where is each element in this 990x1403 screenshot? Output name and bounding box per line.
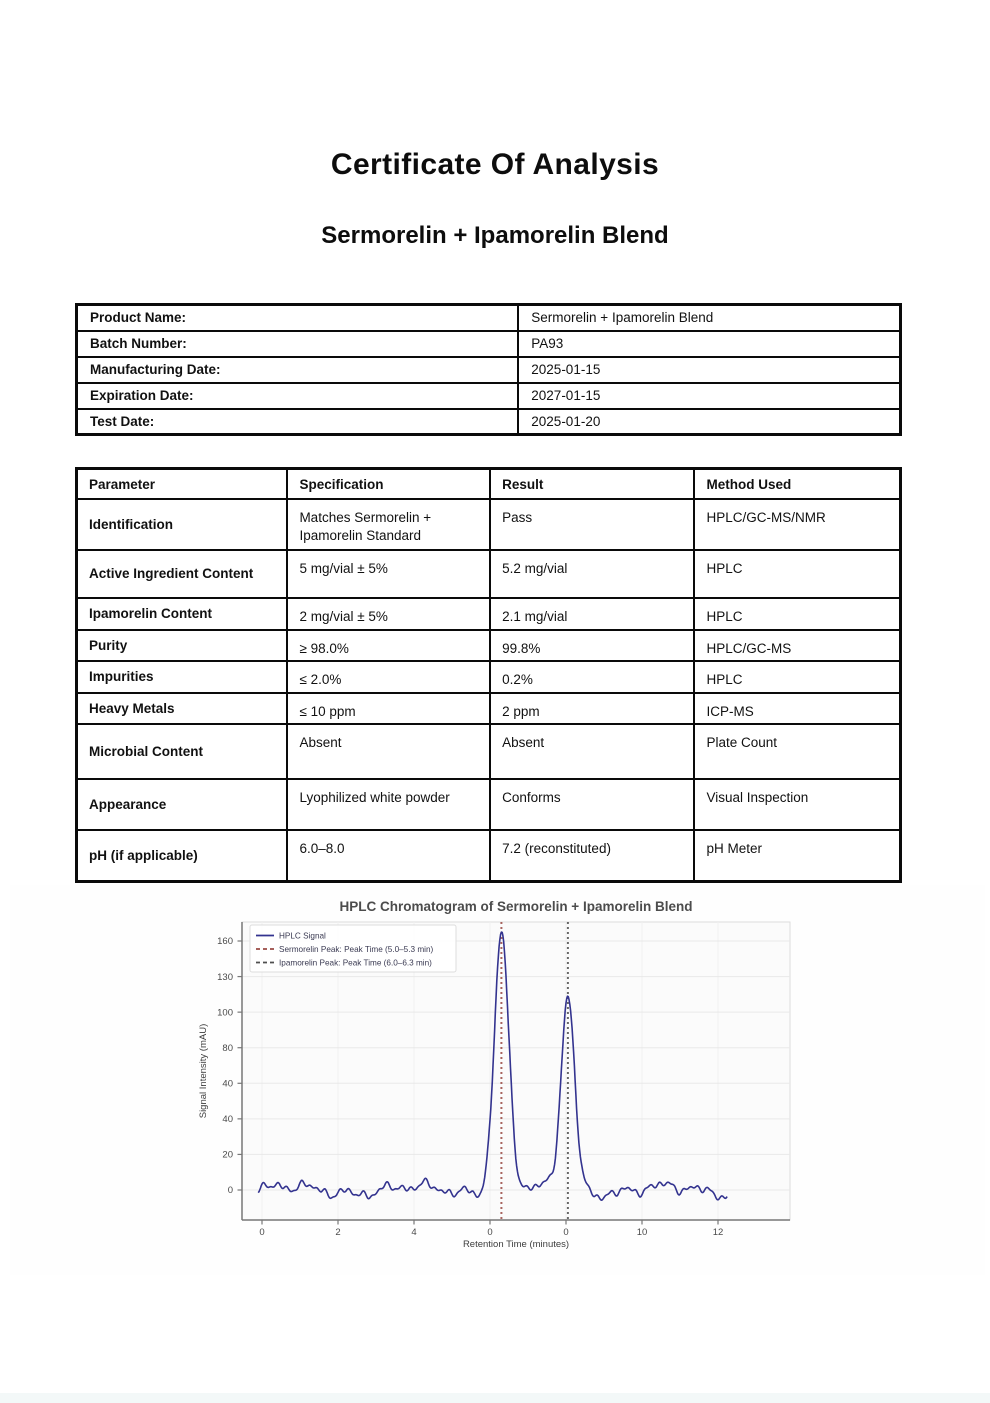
legend-entry-label: HPLC Signal: [279, 931, 326, 941]
specification-cell: 5 mg/vial ± 5%: [287, 550, 490, 598]
page-footer-band: [0, 1393, 990, 1403]
table-row: [77, 830, 901, 881]
y-tick-label: 40: [222, 1114, 233, 1126]
specification-cell: ≤ 2.0%: [287, 661, 490, 693]
info-value: Sermorelin + Ipamorelin Blend: [518, 305, 900, 331]
y-tick-label: 100: [217, 1007, 233, 1019]
specification-cell: 2 mg/vial ± 5%: [287, 598, 490, 630]
parameter-cell: Heavy Metals: [77, 693, 288, 725]
specification-cell: Matches Sermorelin + Ipamorelin Standard: [287, 499, 490, 550]
parameter-cell: Active Ingredient Content: [77, 550, 288, 598]
method-cell: HPLC: [694, 661, 900, 693]
table-row: [77, 383, 901, 409]
column-header: Method Used: [694, 469, 900, 500]
x-tick-label: 0: [487, 1227, 493, 1238]
table-row: [77, 499, 901, 550]
column-header: Parameter: [77, 469, 288, 500]
table-row: [77, 630, 901, 662]
x-tick-label: 10: [636, 1227, 648, 1238]
parameter-cell: Identification: [77, 499, 288, 550]
table-row: [77, 331, 901, 357]
y-tick-label: 160: [217, 936, 233, 948]
x-tick-label: 2: [335, 1227, 341, 1238]
info-label: Batch Number:: [77, 331, 519, 357]
legend-entry-label: Sermorelin Peak: Peak Time (5.0–5.3 min): [279, 944, 434, 954]
info-label: Manufacturing Date:: [77, 357, 519, 383]
table-row: [77, 409, 901, 435]
parameter-cell: Impurities: [77, 661, 288, 693]
x-tick-label: 0: [259, 1227, 265, 1238]
table-header-row: [77, 469, 901, 500]
method-cell: HPLC/GC-MS: [694, 630, 900, 662]
y-tick-label: 80: [222, 1042, 233, 1054]
result-cell: 0.2%: [490, 661, 694, 693]
info-value: 2025-01-20: [518, 409, 900, 435]
parameter-cell: Appearance: [77, 779, 288, 830]
method-cell: Visual Inspection: [694, 779, 900, 830]
result-cell: 7.2 (reconstituted): [490, 830, 694, 881]
parameter-cell: Purity: [77, 630, 288, 662]
table-row: [77, 693, 901, 725]
result-cell: 2 ppm: [490, 693, 694, 725]
column-header: Result: [490, 469, 694, 500]
parameter-cell: Microbial Content: [77, 724, 288, 779]
result-cell: 99.8%: [490, 630, 694, 662]
method-cell: Plate Count: [694, 724, 900, 779]
hplc-chromatogram-figure: [10, 885, 985, 1275]
table-row: [77, 357, 901, 383]
x-tick-label: 0: [563, 1227, 569, 1238]
method-cell: HPLC: [694, 598, 900, 630]
parameter-cell: Ipamorelin Content: [77, 598, 288, 630]
x-axis-title: Retention Time (minutes): [462, 1239, 570, 1250]
method-cell: HPLC/GC-MS/NMR: [694, 499, 900, 550]
result-cell: Conforms: [490, 779, 694, 830]
info-label: Product Name:: [77, 305, 519, 331]
y-tick-label: 130: [217, 971, 233, 983]
result-cell: Pass: [490, 499, 694, 550]
analysis-results-table: [75, 467, 902, 883]
y-tick-label: 0: [227, 1185, 233, 1197]
x-tick-label: 4: [411, 1227, 417, 1238]
page-title: Certificate Of Analysis: [330, 148, 660, 181]
table-row: [77, 305, 901, 331]
specification-cell: ≥ 98.0%: [287, 630, 490, 662]
result-cell: 2.1 mg/vial: [490, 598, 694, 630]
method-cell: pH Meter: [694, 830, 900, 881]
product-subtitle: Sermorelin + Ipamorelin Blend: [321, 222, 669, 249]
legend-entry-label: Ipamorelin Peak: Peak Time (6.0–6.3 min): [279, 958, 432, 968]
table-row: [77, 779, 901, 830]
specification-cell: Lyophilized white powder: [287, 779, 490, 830]
table-row: [77, 661, 901, 693]
info-value: PA93: [518, 331, 900, 357]
info-label: Expiration Date:: [77, 383, 519, 409]
specification-cell: ≤ 10 ppm: [287, 693, 490, 725]
table-row: [77, 550, 901, 598]
result-cell: 5.2 mg/vial: [490, 550, 694, 598]
x-tick-label: 12: [712, 1227, 724, 1238]
info-label: Test Date:: [77, 409, 519, 435]
chart-title: HPLC Chromatogram of Sermorelin + Ipamorelin Blend: [339, 899, 693, 914]
specification-cell: 6.0–8.0: [287, 830, 490, 881]
table-row: [77, 724, 901, 779]
info-value: 2025-01-15: [518, 357, 900, 383]
product-info-table: [75, 303, 902, 436]
method-cell: ICP-MS: [694, 693, 900, 725]
column-header: Specification: [287, 469, 490, 500]
info-value: 2027-01-15: [518, 383, 900, 409]
y-tick-label: 20: [222, 1149, 233, 1161]
y-axis-title: Signal Intensity (mAU): [198, 1023, 209, 1119]
table-row: [77, 598, 901, 630]
specification-cell: Absent: [287, 724, 490, 779]
hplc-chromatogram: [10, 885, 985, 1275]
result-cell: Absent: [490, 724, 694, 779]
method-cell: HPLC: [694, 550, 900, 598]
y-tick-label: 40: [222, 1078, 233, 1090]
parameter-cell: pH (if applicable): [77, 830, 288, 881]
